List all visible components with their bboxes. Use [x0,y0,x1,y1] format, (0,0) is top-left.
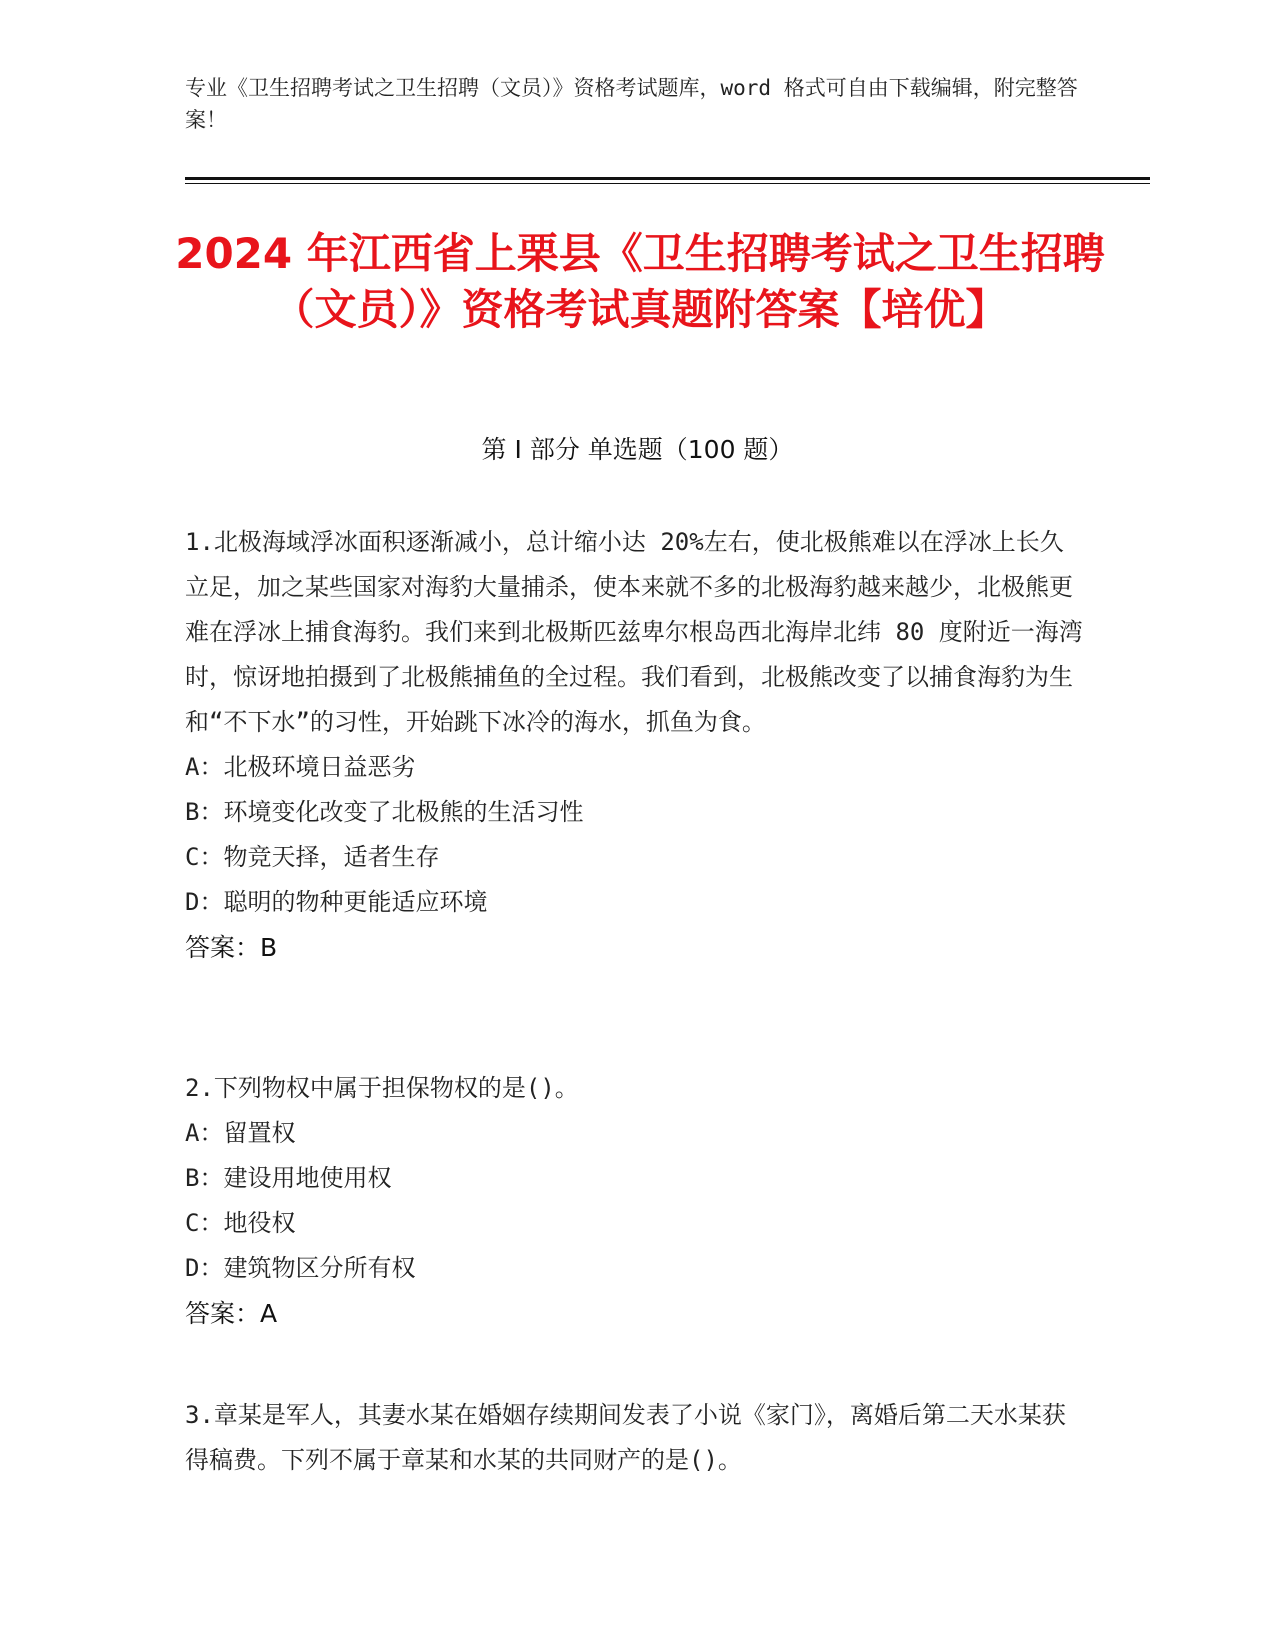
header-note: 专业《卫生招聘考试之卫生招聘（文员）》资格考试题库，word 格式可自由下载编辑，附完整答案！ [185,76,1078,132]
question-stem: 1.北极海域浮冰面积逐渐减小，总计缩小达 20%左右，使北极熊难以在浮冰上长久立足，加之某些国家对海豹大量捕杀，使本来就不多的北极海豹越来越少，北极熊更难在浮冰上捕食海豹。我们来到北极斯匹兹卑尔根岛西北海岸北纬 80 度附近一海湾时，惊讶地拍摄到了北极熊捕鱼的全过程。我们看到，北极熊改变了以捕食海豹为生和“不下水”的习性，开始跳下冰冷的海水，抓鱼为食。 [185,528,1083,736]
header-rule-thick [185,177,1150,180]
document-title: 2024 年江西省上栗县《卫生招聘考试之卫生招聘（文员）》资格考试真题附答案【培优】 [175,229,1105,334]
option-a: A：留置权 [185,1119,296,1147]
answer-line: 答案：B [185,933,278,962]
option-c: C：物竞天择，适者生存 [185,843,440,871]
option-d: D：聪明的物种更能适应环境 [185,888,488,916]
question-3 [185,1393,1085,1483]
option-a: A：北极环境日益恶劣 [185,753,416,781]
question-2 [185,1066,1085,1337]
option-b: B：建设用地使用权 [185,1164,392,1192]
answer-line: 答案：A [185,1299,278,1328]
question-stem: 3.章某是军人，其妻水某在婚姻存续期间发表了小说《家门》，离婚后第二天水某获得稿费。下列不属于章某和水某的共同财产的是()。 [185,1401,1066,1474]
section-heading: 第 I 部分 单选题（100 题） [481,435,794,464]
option-c: C：地役权 [185,1209,296,1237]
option-b: B：环境变化改变了北极熊的生活习性 [185,798,584,826]
option-d: D：建筑物区分所有权 [185,1254,416,1282]
question-stem: 2.下列物权中属于担保物权的是()。 [185,1074,579,1102]
header-rule-thin [185,183,1150,184]
question-1 [185,520,1085,971]
